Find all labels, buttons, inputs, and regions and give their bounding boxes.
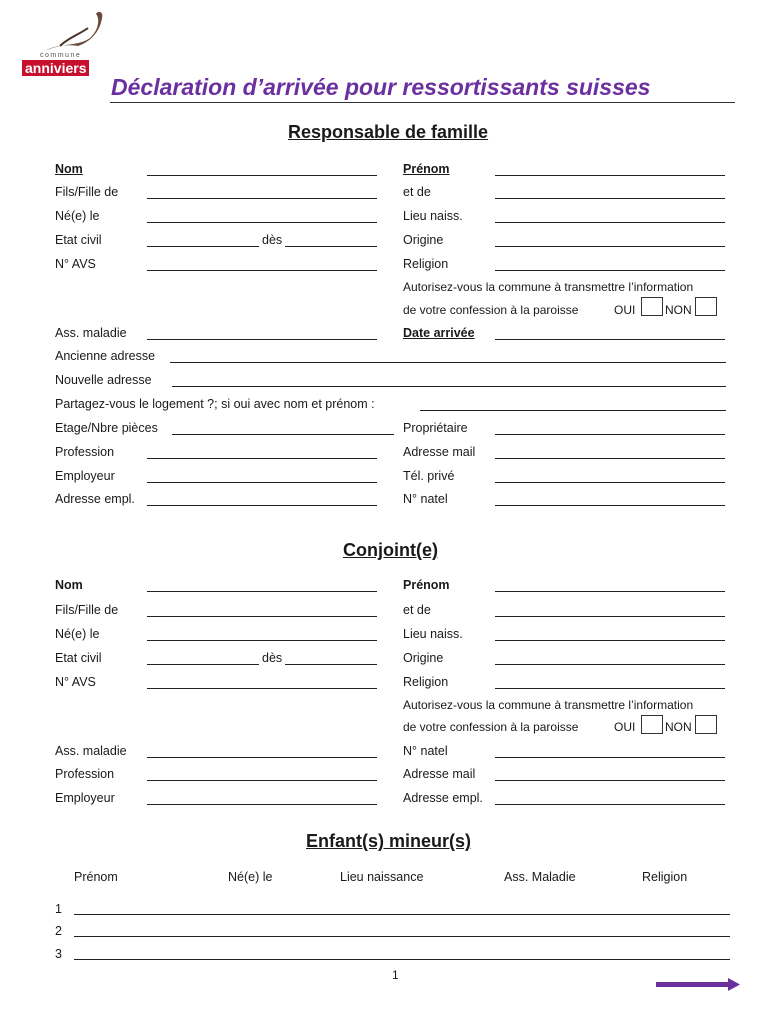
field-c-origine[interactable] bbox=[495, 664, 725, 665]
section-heading-conjoint: Conjoint(e) bbox=[343, 540, 438, 560]
label-ne: Né(e) le bbox=[55, 209, 100, 223]
column-header-lieu: Lieu naissance bbox=[340, 870, 424, 884]
label-autor1: Autorisez-vous la commune à transmettre l’information bbox=[403, 280, 694, 294]
label-ancienne: Ancienne adresse bbox=[55, 349, 156, 363]
field-nouvelle[interactable] bbox=[172, 386, 726, 387]
field-ne[interactable] bbox=[147, 222, 377, 223]
field-c-adrempl[interactable] bbox=[495, 804, 725, 805]
page-number: 1 bbox=[392, 968, 399, 982]
label-mail: Adresse mail bbox=[403, 445, 476, 459]
field-child-2[interactable] bbox=[74, 936, 730, 937]
field-c-prenom[interactable] bbox=[495, 591, 725, 592]
field-avs[interactable] bbox=[147, 270, 377, 271]
commune-logo bbox=[20, 8, 110, 78]
field-natel[interactable] bbox=[495, 505, 725, 506]
label-c-etat: Etat civil bbox=[55, 651, 102, 665]
label-c-origine: Origine bbox=[403, 651, 444, 665]
section-heading-enfants: Enfant(s) mineur(s) bbox=[306, 831, 472, 851]
field-c-etde[interactable] bbox=[495, 616, 725, 617]
field-child-1[interactable] bbox=[74, 914, 730, 915]
label-nom: Nom bbox=[55, 162, 83, 176]
label-c-natel: N° natel bbox=[403, 744, 448, 758]
row-number-1: 1 bbox=[55, 902, 62, 916]
row-number-3: 3 bbox=[55, 947, 62, 961]
logo-text: anniviers bbox=[22, 60, 89, 76]
field-c-nom[interactable] bbox=[147, 591, 377, 592]
field-adrempl[interactable] bbox=[147, 505, 377, 506]
label-tel: Tél. privé bbox=[403, 469, 455, 483]
next-page-arrow-icon[interactable] bbox=[656, 977, 742, 993]
label-natel: N° natel bbox=[403, 492, 448, 506]
field-des[interactable] bbox=[285, 246, 377, 247]
field-nom[interactable] bbox=[147, 175, 377, 176]
label-c-mail: Adresse mail bbox=[403, 767, 476, 781]
field-c-natel[interactable] bbox=[495, 757, 725, 758]
field-child-3[interactable] bbox=[74, 959, 730, 960]
label-etat: Etat civil bbox=[55, 233, 102, 247]
field-lieu[interactable] bbox=[495, 222, 725, 223]
label-c-employeur: Employeur bbox=[55, 791, 115, 805]
field-c-fils[interactable] bbox=[147, 616, 377, 617]
column-header-prenom: Prénom bbox=[74, 870, 118, 884]
label-prenom: Prénom bbox=[403, 162, 450, 176]
label-c-fils: Fils/Fille de bbox=[55, 603, 119, 617]
field-profession[interactable] bbox=[147, 458, 377, 459]
section-heading-responsable: Responsable de famille bbox=[288, 122, 489, 142]
label-profession: Profession bbox=[55, 445, 115, 459]
column-header-ass: Ass. Maladie bbox=[504, 870, 576, 884]
field-c-employeur[interactable] bbox=[147, 804, 377, 805]
label-origine: Origine bbox=[403, 233, 444, 247]
field-etat[interactable] bbox=[147, 246, 259, 247]
page-title: Déclaration d’arrivée pour ressortissants suisses bbox=[111, 74, 651, 100]
field-religion[interactable] bbox=[495, 270, 725, 271]
field-c-mail[interactable] bbox=[495, 780, 725, 781]
label-c-ne: Né(e) le bbox=[55, 627, 100, 641]
label-date-arrivee: Date arrivée bbox=[403, 326, 475, 340]
logo-subtext: commune bbox=[40, 52, 82, 59]
label-adrempl: Adresse empl. bbox=[55, 492, 135, 506]
checkbox-oui[interactable] bbox=[641, 297, 663, 316]
label-etde: et de bbox=[403, 185, 431, 199]
field-ass[interactable] bbox=[147, 339, 377, 340]
field-c-avs[interactable] bbox=[147, 688, 377, 689]
checkbox-c-non[interactable] bbox=[695, 715, 717, 734]
field-c-des[interactable] bbox=[285, 664, 377, 665]
field-c-ne[interactable] bbox=[147, 640, 377, 641]
label-autor2: de votre confession à la paroisse bbox=[403, 303, 579, 317]
label-c-lieu: Lieu naiss. bbox=[403, 627, 463, 641]
title-rule bbox=[110, 102, 735, 103]
label-c-profession: Profession bbox=[55, 767, 115, 781]
label-c-des: dès bbox=[262, 651, 283, 665]
field-prenom[interactable] bbox=[495, 175, 725, 176]
field-c-religion[interactable] bbox=[495, 688, 725, 689]
label-c-oui: OUI bbox=[614, 720, 636, 734]
column-header-ne: Né(e) le bbox=[228, 870, 273, 884]
field-origine[interactable] bbox=[495, 246, 725, 247]
field-c-profession[interactable] bbox=[147, 780, 377, 781]
label-c-non: NON bbox=[665, 720, 692, 734]
label-lieu: Lieu naiss. bbox=[403, 209, 463, 223]
label-c-prenom: Prénom bbox=[403, 578, 450, 592]
field-etde[interactable] bbox=[495, 198, 725, 199]
label-ass: Ass. maladie bbox=[55, 326, 127, 340]
label-religion: Religion bbox=[403, 257, 449, 271]
field-fils[interactable] bbox=[147, 198, 377, 199]
label-c-nom: Nom bbox=[55, 578, 83, 592]
column-header-religion: Religion bbox=[642, 870, 688, 884]
label-employeur: Employeur bbox=[55, 469, 115, 483]
field-employeur[interactable] bbox=[147, 482, 377, 483]
field-date-arrivee[interactable] bbox=[495, 339, 725, 340]
field-ancienne[interactable] bbox=[170, 362, 726, 363]
field-etage[interactable] bbox=[172, 434, 394, 435]
field-c-lieu[interactable] bbox=[495, 640, 725, 641]
label-etage: Etage/Nbre pièces bbox=[55, 421, 158, 435]
label-c-ass: Ass. maladie bbox=[55, 744, 127, 758]
field-partage[interactable] bbox=[420, 410, 726, 411]
field-c-ass[interactable] bbox=[147, 757, 377, 758]
label-c-etde: et de bbox=[403, 603, 431, 617]
label-proprio: Propriétaire bbox=[403, 421, 468, 435]
field-tel[interactable] bbox=[495, 482, 725, 483]
label-c-autor1: Autorisez-vous la commune à transmettre l’information bbox=[403, 698, 694, 712]
label-non: NON bbox=[665, 303, 692, 317]
label-nouvelle: Nouvelle adresse bbox=[55, 373, 152, 387]
label-c-adrempl: Adresse empl. bbox=[403, 791, 483, 805]
field-proprio[interactable] bbox=[495, 434, 725, 435]
label-avs: N° AVS bbox=[55, 257, 96, 271]
label-c-religion: Religion bbox=[403, 675, 449, 689]
label-des: dès bbox=[262, 233, 283, 247]
checkbox-c-oui[interactable] bbox=[641, 715, 663, 734]
field-mail[interactable] bbox=[495, 458, 725, 459]
field-c-etat[interactable] bbox=[147, 664, 259, 665]
label-oui: OUI bbox=[614, 303, 636, 317]
label-fils: Fils/Fille de bbox=[55, 185, 119, 199]
label-partage: Partagez-vous le logement ?; si oui avec nom et prénom : bbox=[55, 397, 375, 411]
label-c-avs: N° AVS bbox=[55, 675, 96, 689]
checkbox-non[interactable] bbox=[695, 297, 717, 316]
row-number-2: 2 bbox=[55, 924, 62, 938]
label-c-autor2: de votre confession à la paroisse bbox=[403, 720, 579, 734]
